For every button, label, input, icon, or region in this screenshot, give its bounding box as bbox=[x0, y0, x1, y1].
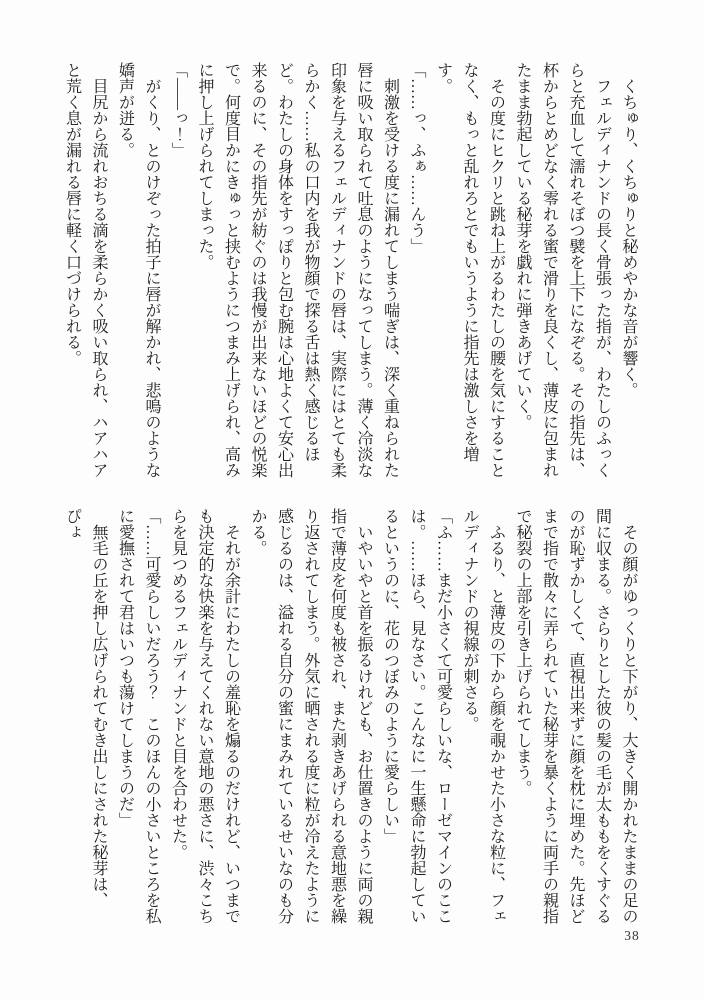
paragraph: いやいやと首を振るけれども、お仕置きのように両の親指で薄皮を何度も被され、また剥きあげられる意地悪を繰り返されてしまう。外気に晒される度に粒が冷えたように感じるのは、溢れる自分の蜜にまみれているせいなのも分かる。 bbox=[249, 508, 372, 924]
paragraph: がくり、とのけぞった拍子に唇が解かれ、悲鳴のような嬌声が迸る。 bbox=[116, 62, 160, 478]
paragraph-dialogue: 「ふ……まだ小さくて可愛らしいな、ローゼマインのここは。……ほら、見なさい。こんなに一生懸命に勃起しているというのに、花のつぼみのように愛らしい」 bbox=[381, 508, 452, 924]
paragraph: 刺激を受ける度に漏れてしまう喘ぎは、深く重ねられた唇に吸い取られて吐息のようになってしまう。薄く冷淡な印象を与えるフェルディナンドの唇は、実際にはとても柔らかく……私の口内を我が物顔で探る舌は熱く感じるほど。わたしの身体をすっぽりと包む腕は心地よくて安心出来るのに、その指先が紡ぐのは我慢が出来ないほどの悦楽で。何度目かにきゅっと挟むようにつまみ上げられ、高みに押し上げられてしまった。 bbox=[196, 62, 399, 478]
paragraph: その顔がゆっくりと下がり、大きく開かれたままの足の間に収まる。さらりとした彼の髪の毛が太ももをくすぐるのが恥ずかしくて、直視出来ずに顔を枕に埋めた。先ほどまで指で散々に弄られていた秘芽を暴くように両手の親指で秘裂の上部を引き上げられてしまう。 bbox=[514, 508, 637, 924]
paragraph: フェルディナンドの長く骨張った指が、わたしのふっくらと充血して濡れそぼつ襞を上下になぞる。その指先は、杯からとめどなく零れる蜜で滑りを良くし、薄皮に包まれたまま勃起している秘芽を戯れに弾きあげていく。 bbox=[514, 62, 611, 478]
text-block-top bbox=[63, 62, 641, 484]
paragraph: くちゅり、くちゅりと秘めやかな音が響く。 bbox=[620, 62, 637, 398]
paragraph: 目尻から流れおちる滴を柔らかく吸い取られ、ハアハアと荒く息が漏れる唇に軽く口づけられる。 bbox=[63, 62, 107, 478]
paragraph: ふるり、と薄皮の下から顔を覗かせた小さな粒に、フェルディナンドの視線が刺さる。 bbox=[461, 508, 505, 924]
paragraph-dialogue: 「……っ、ふぁ……んう」 bbox=[408, 62, 425, 254]
page-number: 38 bbox=[624, 928, 640, 943]
text-block-bottom bbox=[63, 508, 641, 930]
paragraph-dialogue: 「――っ！」 bbox=[169, 62, 187, 158]
paragraph: 無毛の丘を押し広げられてむき出しにされた秘芽は、ぴょ bbox=[63, 508, 107, 908]
paragraph: それが余計にわたしの羞恥を煽るのだけれど、いつまでも決定的な快楽を与えてくれない意地の悪さに、渋々こちらを見つめるフェルディナンドと目を合わせた。 bbox=[169, 508, 240, 924]
paragraph: その度にヒクリと跳ね上がるわたしの腰を気にすることなく、もっと乱れろとでもいうように指先は激しさを増す。 bbox=[434, 62, 505, 478]
paragraph-dialogue: 「……可愛らしいだろう？ このほんの小さいところを私に愛撫されて君はいつも蕩けてしまうのだ」 bbox=[116, 508, 160, 924]
